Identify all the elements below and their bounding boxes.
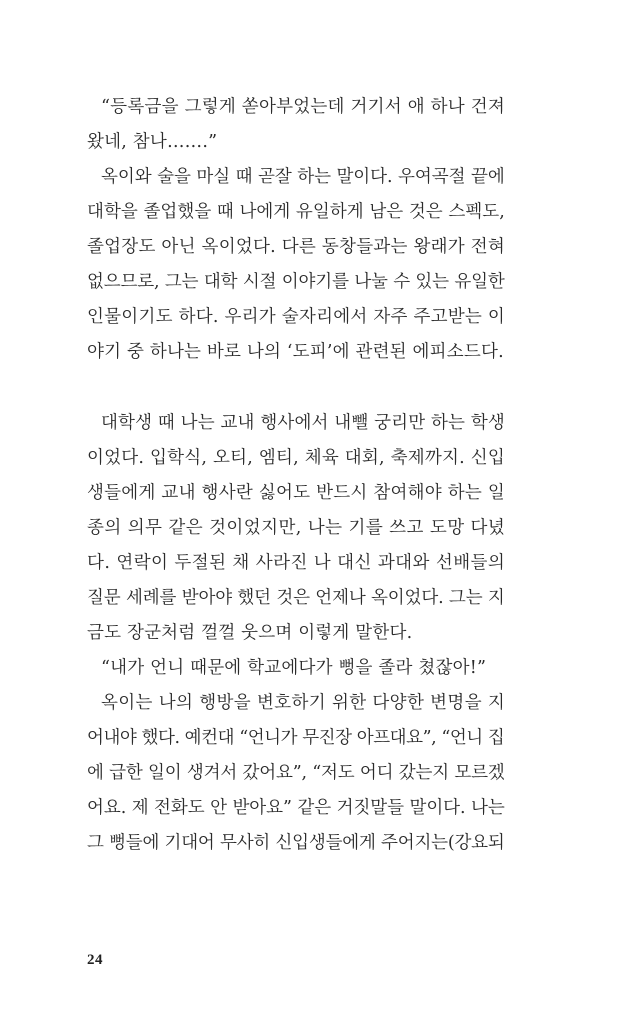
- text-line: 졸업장도 아닌 옥이었다. 다른 동창들과는 왕래가 전혀: [87, 237, 506, 257]
- text-line: 생들에게 교내 행사란 싫어도 반드시 참여해야 하는 일: [87, 483, 506, 503]
- text-line: 질문 세례를 받아야 했던 것은 언제나 옥이었다. 그는 지: [87, 588, 505, 608]
- text-line: 금도 장군처럼 껄껄 웃으며 이렇게 말한다.: [87, 623, 413, 643]
- text-line: 옥이와 술을 마실 때 곧잘 하는 말이다. 우여곡절 끝에: [101, 167, 505, 187]
- text-line: “등록금을 그렇게 쏟아부었는데 거기서 애 하나 건져: [101, 97, 506, 117]
- text-line: 대학을 졸업했을 때 나에게 유일하게 남은 것은 스펙도,: [87, 202, 505, 222]
- text-line: 어내야 했다. 예컨대 “언니가 무진장 아프대요”, “언니 집: [87, 728, 505, 748]
- text-line: 인물이기도 하다. 우리가 술자리에서 자주 주고받는 이: [87, 307, 506, 327]
- text-line: 에 급한 일이 생겨서 갔어요”, “저도 어디 갔는지 모르겠: [87, 763, 505, 783]
- text-line: 그 뻥들에 기대어 무사히 신입생들에게 주어지는(강요되: [87, 833, 505, 853]
- text-line: “내가 언니 때문에 학교에다가 뻥을 졸라 쳤잖아!”: [101, 658, 487, 678]
- text-line: 대학생 때 나는 교내 행사에서 내뺄 궁리만 하는 학생: [101, 413, 505, 433]
- text-line: 어요. 제 전화도 안 받아요” 같은 거짓말들 말이다. 나는: [87, 798, 505, 818]
- text-line: 종의 의무 같은 것이었지만, 나는 기를 쓰고 도망 다녔: [87, 518, 506, 538]
- text-line: 옥이는 나의 행방을 변호하기 위한 다양한 변명을 지: [101, 693, 506, 713]
- text-line: 왔네, 참나…….”: [87, 132, 218, 152]
- text-line: 야기 중 하나는 바로 나의 ‘도피’에 관련된 에피소드다.: [87, 342, 504, 362]
- page-number: 24: [87, 952, 103, 968]
- text-line: 다. 연락이 두절된 채 사라진 나 대신 과대와 선배들의: [87, 553, 506, 573]
- text-line: 없으므로, 그는 대학 시절 이야기를 나눌 수 있는 유일한: [87, 272, 505, 292]
- text-line: 이었다. 입학식, 오티, 엠티, 체육 대회, 축제까지. 신입: [87, 448, 506, 468]
